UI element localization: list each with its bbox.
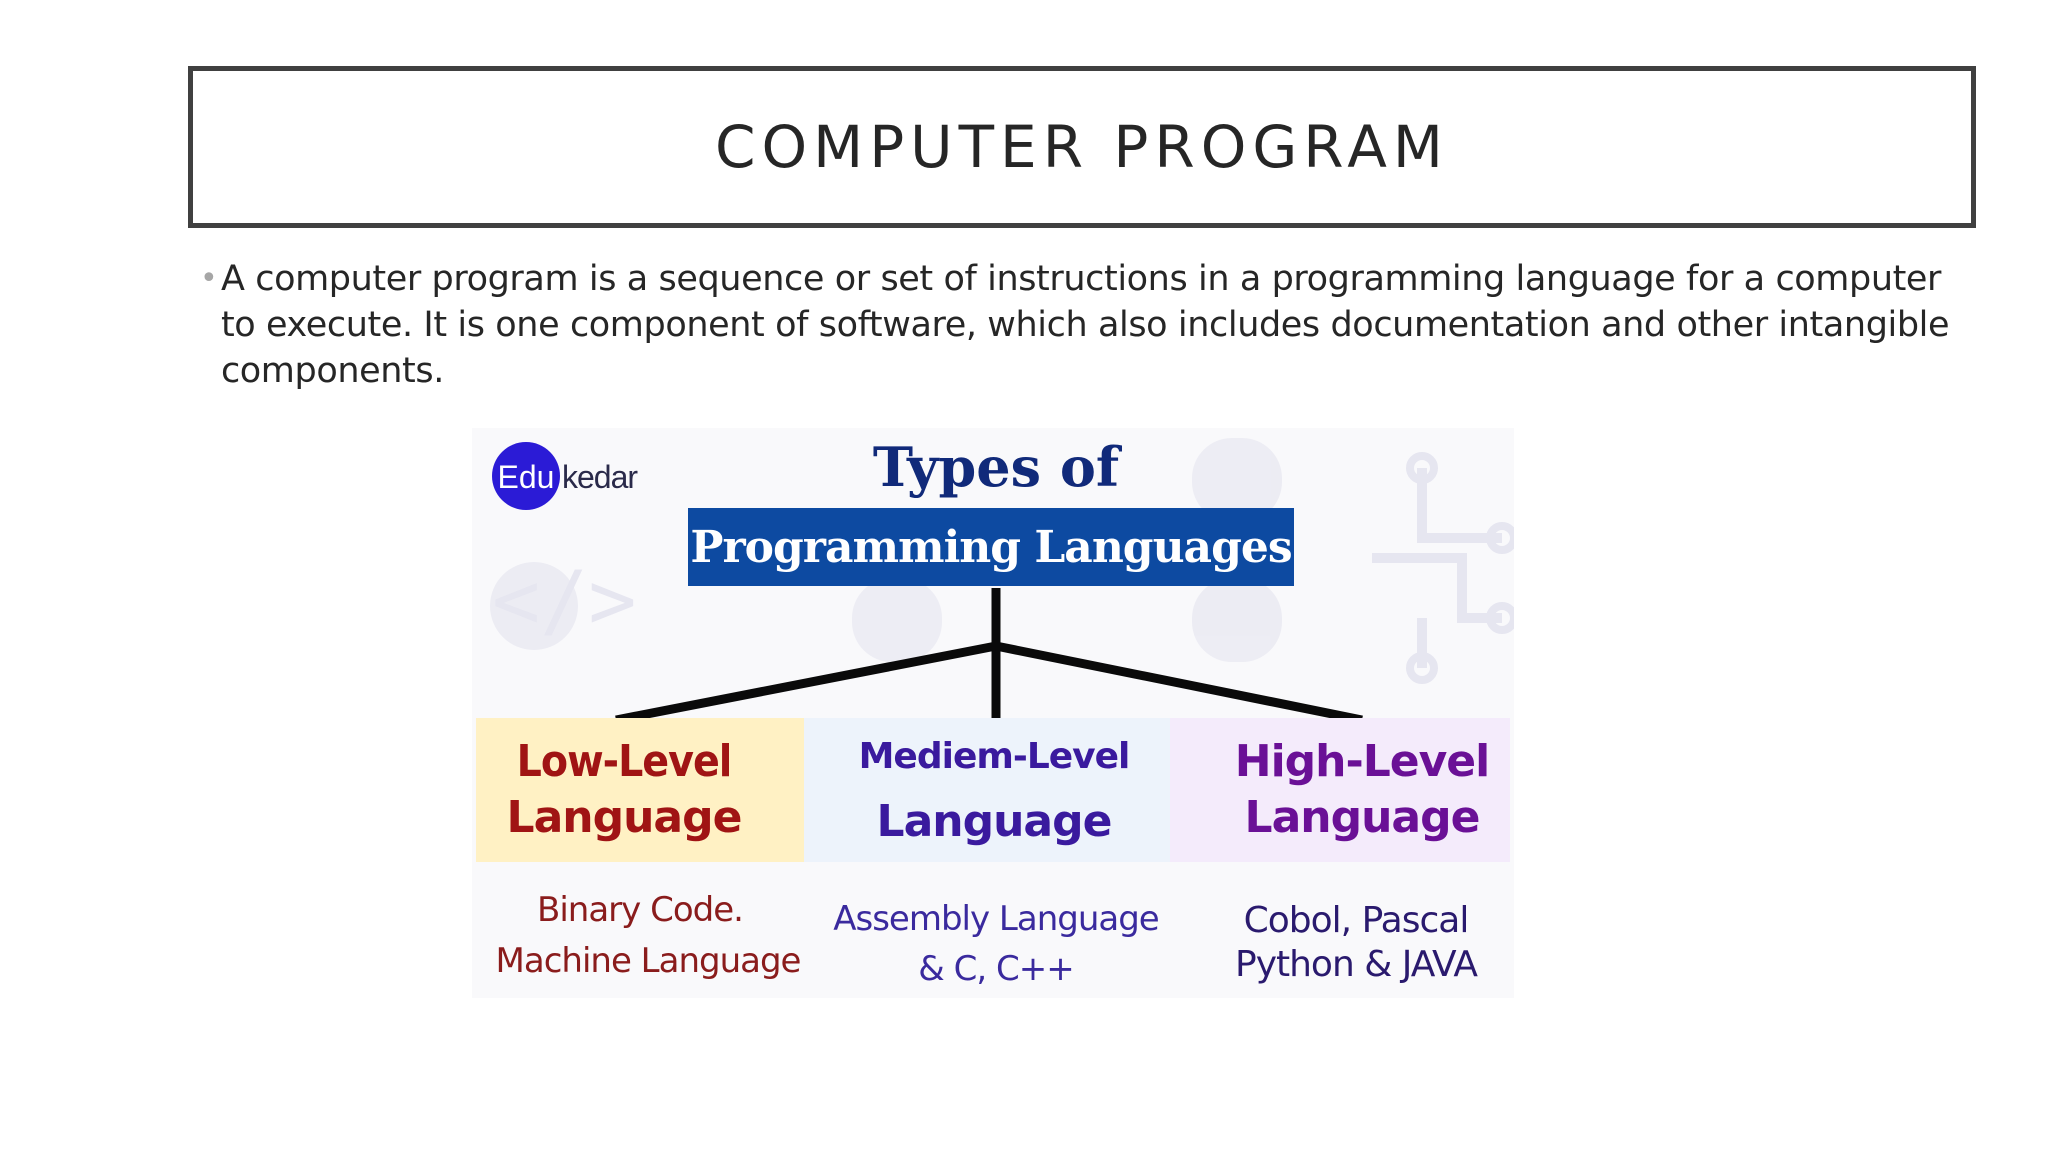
medium-level-title: Mediem-Level (858, 736, 1130, 777)
bullet-dot-icon: • (200, 261, 218, 296)
edukedar-logo (492, 442, 638, 510)
bullet-item (200, 256, 1980, 394)
logo-rest-text: kedar (562, 459, 638, 495)
infographic-svg (472, 428, 1514, 998)
bullet-text: A computer program is a sequence or set of instructions in a programming language for a computer to execute. It is one component of software, which also includes documentation and other intangible components. (220, 259, 1950, 391)
logo-badge-text: Edu (497, 459, 555, 495)
heading-banner-text: Programming Languages (690, 522, 1292, 573)
slide-title: COMPUTER PROGRAM (715, 113, 1449, 181)
high-level-example-1: Cobol, Pascal (1243, 900, 1469, 941)
low-level-subtitle: Language (506, 792, 742, 843)
medium-level-example-2: & C, C++ (918, 949, 1074, 989)
high-level-title: High-Level (1234, 736, 1490, 787)
heading-types-of: Types of (872, 435, 1120, 499)
high-level-subtitle: Language (1244, 792, 1480, 843)
medium-level-subtitle: Language (876, 796, 1112, 847)
low-level-example-1: Binary Code. (537, 890, 743, 930)
high-level-example-2: Python & JAVA (1234, 944, 1478, 985)
low-level-title: Low-Level (516, 736, 732, 787)
title-box (188, 66, 1976, 228)
programming-languages-infographic (472, 428, 1514, 998)
medium-level-example-1: Assembly Language (833, 899, 1159, 939)
svg-text:</>: </> (492, 554, 637, 647)
low-level-example-2: Machine Language (495, 941, 801, 981)
